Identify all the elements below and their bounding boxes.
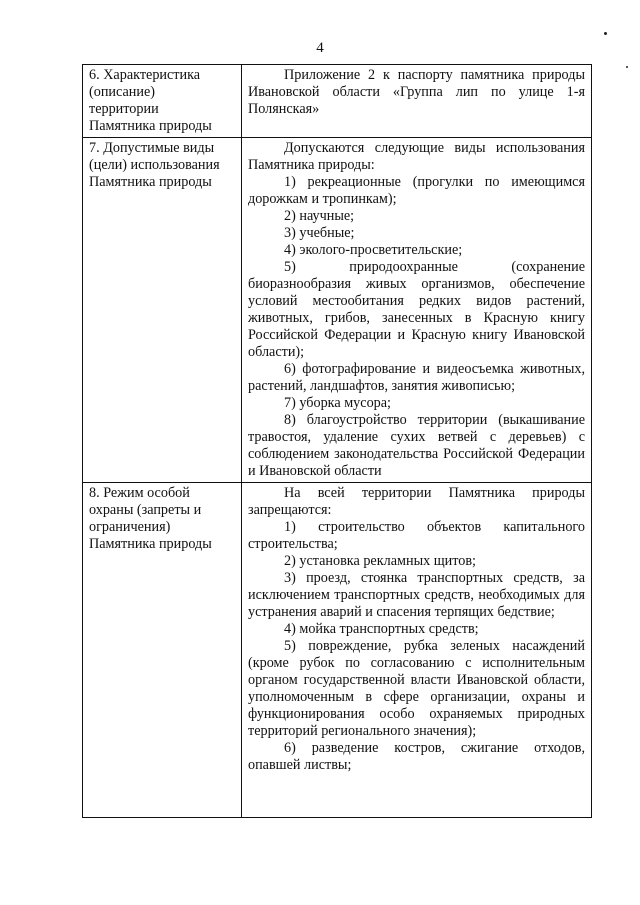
table-row (83, 138, 592, 483)
list-item: 6) разведение костров, сжигание отходов, опавшей листвы; (248, 740, 585, 773)
list-item: 4) эколого-просветительские; (284, 242, 463, 258)
scan-speck (626, 66, 628, 68)
list-item: 4) мойка транспортных средств; (284, 621, 479, 637)
section-intro: Допускаются следующие виды использования Памятника природы: (248, 140, 585, 173)
passport-table (82, 64, 592, 818)
list-item: 2) научные; (284, 208, 355, 224)
section-label-cell (83, 483, 242, 818)
list-item: 6) фотографирование и видеосъемка животных, растений, ландшафтов, занятия живописью; (248, 361, 585, 394)
list-item: 5) природоохранные (сохранение биоразнообразия живых организмов, обеспечение условий местообитания редких видов растений, животных, грибов, занесенных в Красную книгу Российской Федерации и Красную книгу Ивановской области); (248, 259, 585, 360)
list-item: 7) уборка мусора; (284, 395, 391, 411)
page-number: 4 (316, 40, 324, 56)
section-content-cell (242, 65, 592, 138)
section-intro: Приложение 2 к паспорту памятника природы Ивановской области «Группа лип по улице 1-я Полянская» (248, 67, 585, 117)
list-item: 5) повреждение, рубка зеленых насаждений (кроме рубок по согласованию с исполнительным органом государственной власти Ивановской области, уполномоченным в сфере организации, охраны и функционирования особо охраняемых природных территорий регионального значения); (248, 638, 585, 739)
section-label: 8. Режим особой охраны (запреты и ограничения) Памятника природы (89, 485, 212, 552)
section-label: 6. Характеристика (описание) территории Памятника природы (89, 67, 212, 134)
section-label: 7. Допустимые виды (цели) использования Памятника природы (89, 140, 220, 190)
scan-speck (604, 32, 607, 35)
section-label-cell (83, 138, 242, 483)
list-item: 8) благоустройство территории (выкашивание травостоя, удаление сухих ветвей с деревьев) с соблюдением законодательства Российской Федерации и Ивановской области (248, 412, 585, 479)
list-item: 2) установка рекламных щитов; (284, 553, 477, 569)
section-intro: На всей территории Памятника природы запрещаются: (248, 485, 585, 518)
list-item: 3) учебные; (284, 225, 355, 241)
section-label-cell (83, 65, 242, 138)
list-item: 3) проезд, стоянка транспортных средств, за исключением транспортных средств, необходимых для устранения аварий и спасения терпящих бедствие; (248, 570, 585, 620)
table-row (83, 483, 592, 818)
table-row (83, 65, 592, 138)
list-item: 1) рекреационные (прогулки по имеющимся дорожкам и тропинкам); (248, 174, 585, 207)
list-item: 1) строительство объектов капитального строительства; (248, 519, 585, 552)
section-content-cell (242, 138, 592, 483)
section-content-cell (242, 483, 592, 818)
